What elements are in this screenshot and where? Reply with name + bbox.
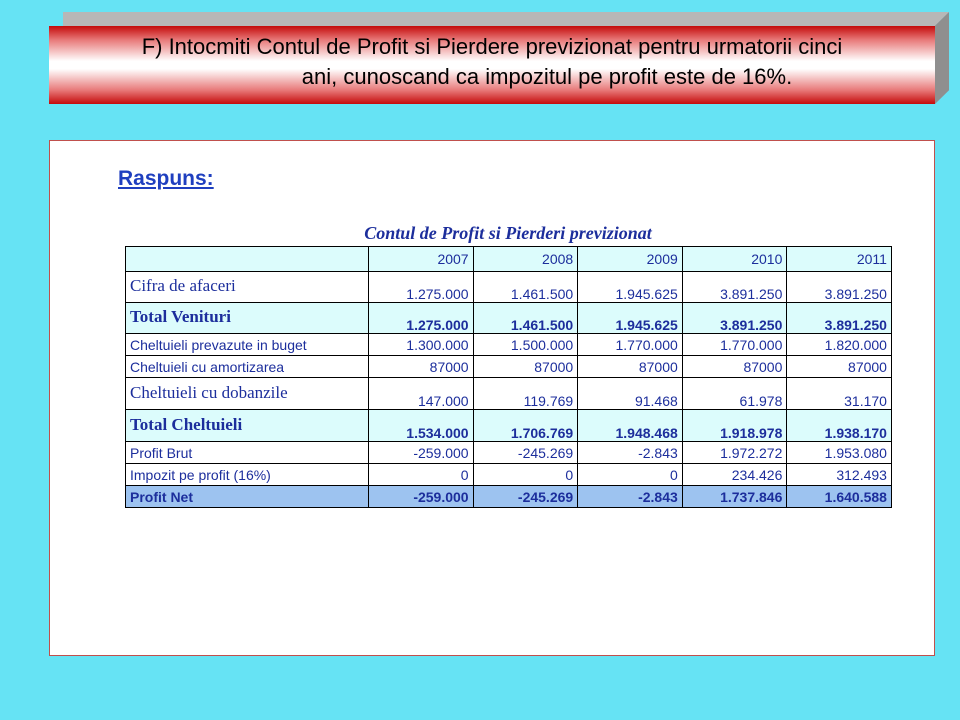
value-cell: 1.770.000 — [578, 334, 683, 356]
value-cell: 31.170 — [787, 378, 892, 410]
row-label: Total Venituri — [126, 303, 369, 334]
year-cell: 2011 — [787, 247, 892, 272]
value-cell: 3.891.250 — [787, 303, 892, 334]
value-cell: 61.978 — [682, 378, 787, 410]
table-row — [126, 303, 892, 334]
value-cell: 91.468 — [578, 378, 683, 410]
table-row — [126, 486, 892, 508]
value-cell: -245.269 — [473, 486, 578, 508]
value-cell: -245.269 — [473, 442, 578, 464]
value-cell: 1.534.000 — [369, 410, 474, 442]
value-cell: 1.770.000 — [682, 334, 787, 356]
value-cell: 0 — [578, 464, 683, 486]
value-cell: 234.426 — [682, 464, 787, 486]
table-row — [126, 464, 892, 486]
value-cell: 1.275.000 — [369, 303, 474, 334]
value-cell: 87000 — [578, 356, 683, 378]
value-cell: 1.820.000 — [787, 334, 892, 356]
year-cell: 2009 — [578, 247, 683, 272]
value-cell: -259.000 — [369, 486, 474, 508]
table-row — [126, 334, 892, 356]
row-label: Cheltuieli cu dobanzile — [126, 378, 369, 410]
value-cell: 3.891.250 — [682, 303, 787, 334]
value-cell: 1.945.625 — [578, 272, 683, 303]
value-cell: 147.000 — [369, 378, 474, 410]
value-cell: 0 — [369, 464, 474, 486]
value-cell: 0 — [473, 464, 578, 486]
table-row — [126, 442, 892, 464]
value-cell: 1.640.588 — [787, 486, 892, 508]
value-cell: 1.945.625 — [578, 303, 683, 334]
banner-face — [49, 26, 935, 104]
banner-bevel-top — [63, 12, 949, 26]
table-row — [126, 410, 892, 442]
value-cell: 87000 — [682, 356, 787, 378]
value-cell: 119.769 — [473, 378, 578, 410]
value-cell: 1.461.500 — [473, 303, 578, 334]
value-cell: 1.706.769 — [473, 410, 578, 442]
value-cell: 87000 — [787, 356, 892, 378]
answer-label: Raspuns: — [118, 167, 214, 190]
value-cell: 3.891.250 — [787, 272, 892, 303]
table-row — [126, 356, 892, 378]
value-cell: 1.953.080 — [787, 442, 892, 464]
value-cell: 1.300.000 — [369, 334, 474, 356]
banner-title — [49, 32, 935, 92]
profit-loss-table — [125, 246, 892, 508]
banner-bevel-side — [935, 12, 949, 104]
year-cell: 2008 — [473, 247, 578, 272]
table-title: Contul de Profit si Pierderi previzionat — [364, 223, 652, 243]
year-header-row — [126, 247, 892, 272]
value-cell: 1.918.978 — [682, 410, 787, 442]
value-cell: 3.891.250 — [682, 272, 787, 303]
row-label: Total Cheltuieli — [126, 410, 369, 442]
value-cell: 1.938.170 — [787, 410, 892, 442]
content-panel — [49, 140, 935, 656]
header-banner — [49, 12, 949, 104]
year-cell: 2007 — [369, 247, 474, 272]
banner-line-1: F) Intocmiti Contul de Profit si Pierdere previzionat pentru urmatorii cinci — [141, 34, 843, 59]
value-cell: -259.000 — [369, 442, 474, 464]
row-label: Profit Net — [126, 486, 369, 508]
value-cell: 87000 — [473, 356, 578, 378]
row-label: Cifra de afaceri — [126, 272, 369, 303]
value-cell: 1.500.000 — [473, 334, 578, 356]
row-label: Cheltuieli cu amortizarea — [126, 356, 369, 378]
year-cell: 2010 — [682, 247, 787, 272]
value-cell: 1.461.500 — [473, 272, 578, 303]
value-cell: -2.843 — [578, 486, 683, 508]
value-cell: -2.843 — [578, 442, 683, 464]
banner-line-2: ani, cunoscand ca impozitul pe profit este de 16%. — [301, 64, 793, 89]
value-cell: 312.493 — [787, 464, 892, 486]
row-label: Impozit pe profit (16%) — [126, 464, 369, 486]
table-row — [126, 272, 892, 303]
value-cell: 1.275.000 — [369, 272, 474, 303]
table-row — [126, 378, 892, 410]
row-label: Cheltuieli prevazute in buget — [126, 334, 369, 356]
row-label: Profit Brut — [126, 442, 369, 464]
value-cell: 1.737.846 — [682, 486, 787, 508]
value-cell: 87000 — [369, 356, 474, 378]
value-cell: 1.948.468 — [578, 410, 683, 442]
header-label-cell — [126, 247, 369, 272]
value-cell: 1.972.272 — [682, 442, 787, 464]
